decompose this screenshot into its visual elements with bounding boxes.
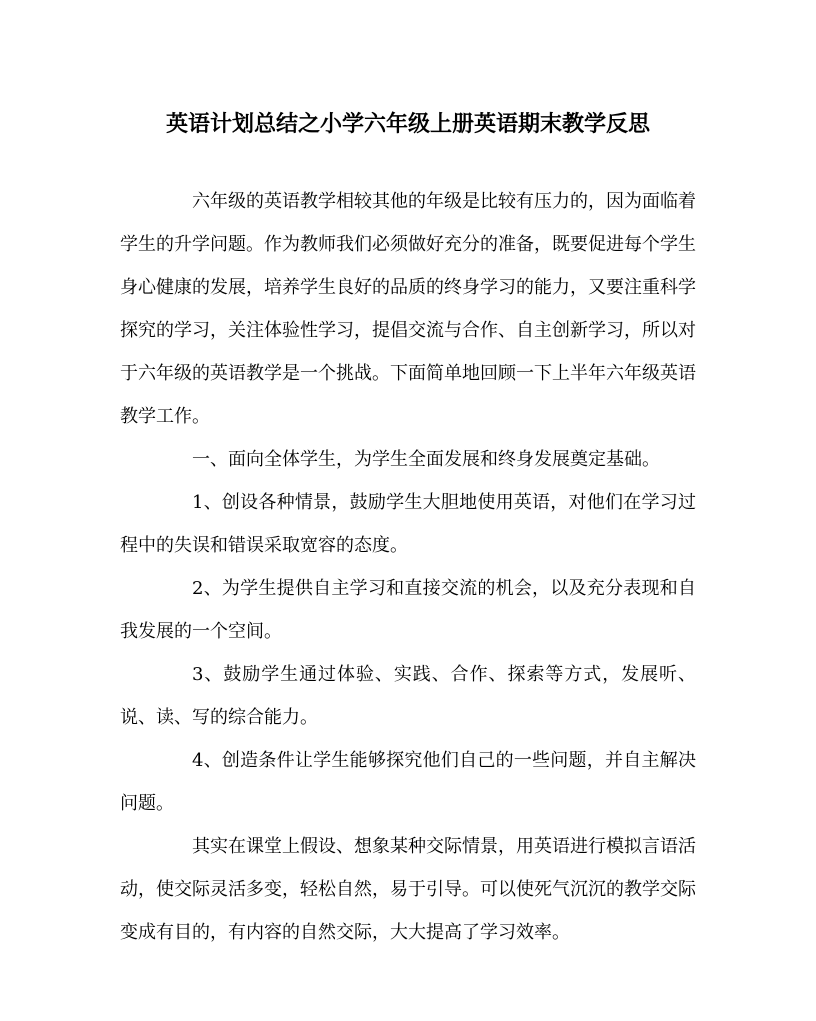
- paragraph-item-2: 2、为学生提供自主学习和直接交流的机会，以及充分表现和自我发展的一个空间。: [120, 578, 696, 642]
- paragraph-item-4: 4、创造条件让学生能够探究他们自己的一些问题，并自主解决问题。: [120, 750, 696, 814]
- paragraph-item-1: 1、创设各种情景，鼓励学生大胆地使用英语，对他们在学习过程中的失误和错误采取宽容的态度。: [120, 492, 696, 556]
- paragraph-intro: 六年级的英语教学相较其他的年级是比较有压力的，因为面临着学生的升学问题。作为教师我们必须做好充分的准备，既要促进每个学生身心健康的发展，培养学生良好的品质的终身学习的能力，又要注重科学探究的学习，关注体验性学习，提倡交流与合作、自主创新学习，所以对于六年级的英语教学是一个挑战。下面简单地回顾一下上半年六年级英语教学工作。: [120, 191, 696, 427]
- document-body: [120, 180, 696, 954]
- document-title: 英语计划总结之小学六年级上册英语期末教学反思: [165, 111, 650, 137]
- paragraph-item-3: 3、鼓励学生通过体验、实践、合作、探索等方式，发展听、说、读、写的综合能力。: [120, 664, 696, 728]
- paragraph-section-heading: 一、面向全体学生，为学生全面发展和终身发展奠定基础。: [192, 449, 660, 470]
- paragraph-closing: 其实在课堂上假设、想象某种交际情景，用英语进行模拟言语活动，使交际灵活多变，轻松自然，易于引导。可以使死气沉沉的教学交际变成有目的，有内容的自然交际，大大提高了学习效率。: [120, 836, 696, 943]
